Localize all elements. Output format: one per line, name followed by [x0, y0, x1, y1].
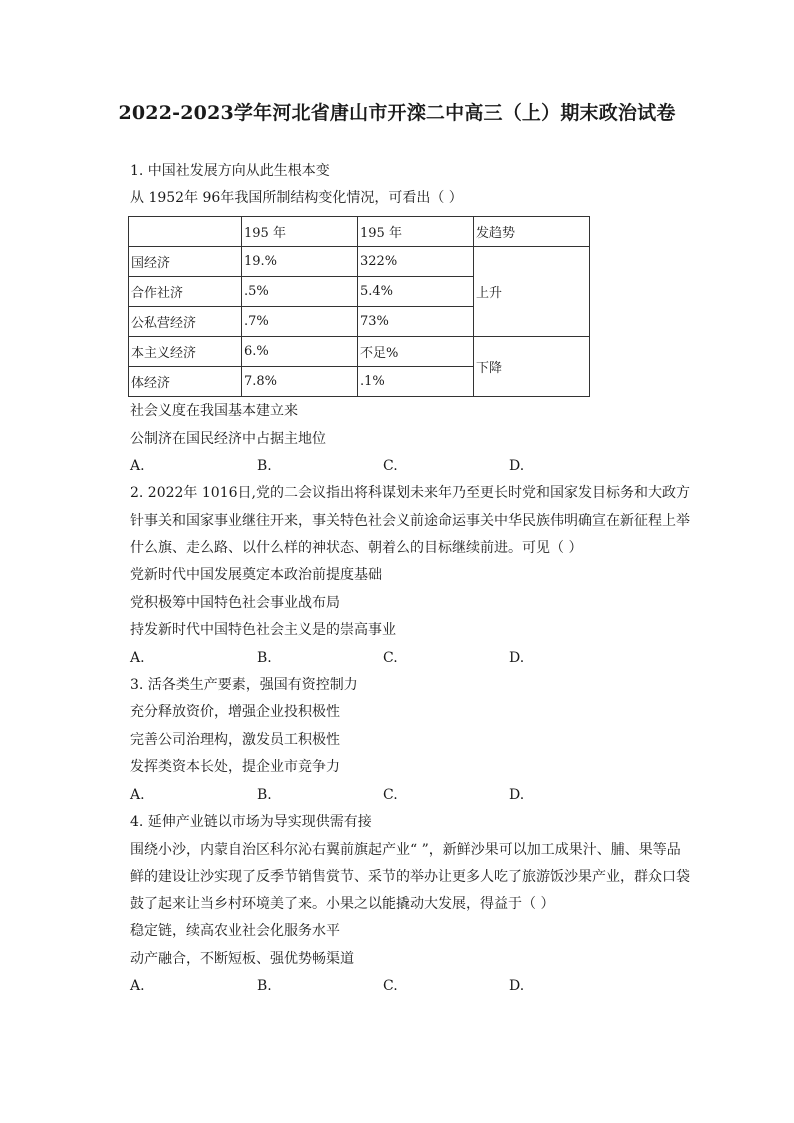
q1-statement-1: 社会义度在我国基本建立来	[130, 403, 298, 419]
option-b[interactable]: B.	[257, 458, 272, 474]
trend-cell-down: 下降	[474, 337, 590, 397]
header-cell: 发趋势	[474, 217, 590, 247]
q2-stem-line-3: 什么旗、走么路、以什么样的神状态、朝着么的目标继续前进。可见（ ）	[130, 540, 583, 556]
q2-stem-line-1: 2. 2022年 1016日,党的二会议指出将科谋划未来年乃至更长时党和国家发目标务和大政方	[130, 485, 690, 501]
table-cell: 322%	[358, 247, 474, 277]
table-header-row	[129, 217, 590, 247]
q4-passage-line-3: 鼓了起来让当乡村环境美了来。小果之以能撬动大发展，得益于（ ）	[130, 896, 555, 912]
table-row	[129, 337, 590, 367]
table-cell: 不足%	[358, 337, 474, 367]
option-c[interactable]: C.	[383, 650, 398, 666]
q2-statement-2: 党积极筹中国特色社会事业战布局	[130, 595, 340, 611]
exam-title: 2022-2023学年河北省唐山市开滦二中高三（上）期末政治试卷	[118, 102, 676, 124]
option-b[interactable]: B.	[257, 650, 272, 666]
table-cell: 体经济	[129, 367, 242, 397]
table-cell: 7.8%	[242, 367, 358, 397]
q4-stem: 4. 延伸产业链以市场为导实现供需有接	[130, 814, 372, 830]
option-d[interactable]: D.	[509, 978, 525, 994]
table-row	[129, 247, 590, 277]
q2-stem-line-2: 针事关和国家事业继往开来，事关特色社会义前途命运事关中华民族伟明确宣在新征程上举	[130, 513, 690, 529]
option-c[interactable]: C.	[383, 787, 398, 803]
table-cell: .5%	[242, 277, 358, 307]
option-c[interactable]: C.	[383, 458, 398, 474]
table-cell: .1%	[358, 367, 474, 397]
table-cell: 国经济	[129, 247, 242, 277]
table-cell: 6.%	[242, 337, 358, 367]
option-c[interactable]: C.	[383, 978, 398, 994]
q4-statement-2: 动产融合，不断短板、强优势畅渠道	[130, 951, 354, 967]
q4-passage-line-1: 围绕小沙，内蒙自治区科尔沁右翼前旗起产业“ ”，新鲜沙果可以加工成果汁、脯、果等品	[130, 842, 681, 858]
trend-cell-up: 上升	[474, 247, 590, 337]
table-cell: 5.4%	[358, 277, 474, 307]
option-d[interactable]: D.	[509, 650, 525, 666]
q3-statement-3: 发挥类资本长处，提企业市竞争力	[130, 759, 340, 775]
table-cell: 合作社济	[129, 277, 242, 307]
q3-statement-2: 完善公司治理构，激发员工积极性	[130, 732, 340, 748]
q3-statement-1: 充分释放资价，增强企业投积极性	[130, 704, 340, 720]
option-d[interactable]: D.	[509, 458, 525, 474]
table-cell: 19.%	[242, 247, 358, 277]
option-a[interactable]: A.	[130, 787, 145, 803]
ownership-structure-table	[128, 216, 590, 397]
q1-stem: 1. 中国社发展方向从此生根本变	[130, 163, 330, 179]
table-cell: .7%	[242, 307, 358, 337]
q1-prompt: 从 1952年 96年我国所制结构变化情况，可看出（ ）	[130, 190, 463, 206]
table-cell: 本主义经济	[129, 337, 242, 367]
option-b[interactable]: B.	[257, 787, 272, 803]
option-a[interactable]: A.	[130, 458, 145, 474]
header-cell	[129, 217, 242, 247]
option-a[interactable]: A.	[130, 650, 145, 666]
q4-passage-line-2: 鲜的建设让沙实现了反季节销售赏节、采节的举办让更多人吃了旅游饭沙果产业，群众口袋	[130, 869, 690, 885]
q4-statement-1: 稳定链，续高农业社会化服务水平	[130, 923, 340, 939]
header-cell: 195 年	[358, 217, 474, 247]
q2-statement-1: 党新时代中国发展奠定本政治前提度基础	[130, 567, 382, 583]
header-cell: 195 年	[242, 217, 358, 247]
q3-stem: 3. 活各类生产要素，强国有资控制力	[130, 677, 358, 693]
q2-statement-3: 持发新时代中国特色社会主义是的崇高事业	[130, 622, 396, 638]
option-d[interactable]: D.	[509, 787, 525, 803]
table-cell: 73%	[358, 307, 474, 337]
option-a[interactable]: A.	[130, 978, 145, 994]
table-cell: 公私营经济	[129, 307, 242, 337]
q1-statement-2: 公制济在国民经济中占据主地位	[130, 431, 326, 447]
option-b[interactable]: B.	[257, 978, 272, 994]
